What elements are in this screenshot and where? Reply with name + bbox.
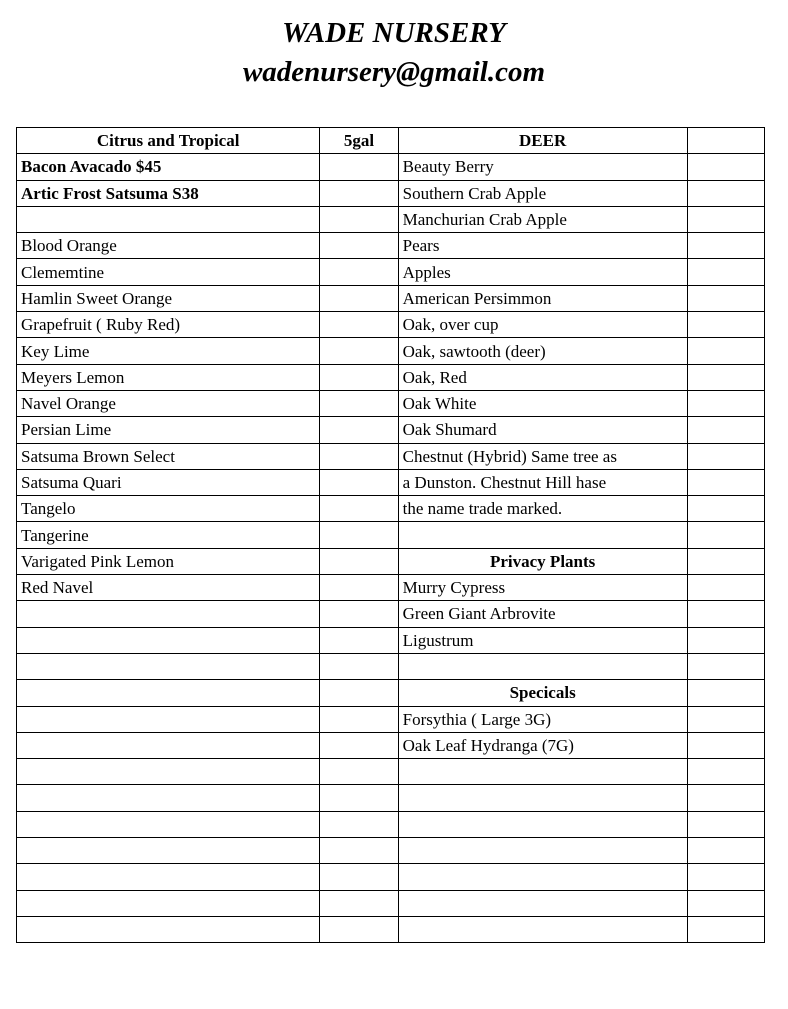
extra-cell — [687, 575, 764, 601]
table-row — [17, 548, 765, 574]
size-cell — [320, 916, 398, 942]
deer-item — [398, 785, 687, 811]
deer-item: Oak, Red — [398, 364, 687, 390]
citrus-item — [17, 706, 320, 732]
extra-cell — [687, 469, 764, 495]
extra-cell — [687, 417, 764, 443]
nursery-title: WADE NURSERY — [282, 17, 506, 49]
table-row — [17, 627, 765, 653]
extra-cell — [687, 364, 764, 390]
size-cell — [320, 154, 398, 180]
extra-cell — [687, 890, 764, 916]
deer-item: Oak White — [398, 390, 687, 416]
deer-item — [398, 759, 687, 785]
deer-item: Oak Leaf Hydranga (7G) — [398, 732, 687, 758]
citrus-item: Satsuma Quari — [17, 469, 320, 495]
table-row — [17, 206, 765, 232]
size-cell — [320, 364, 398, 390]
deer-item: Apples — [398, 259, 687, 285]
header-citrus: Citrus and Tropical — [17, 128, 320, 154]
size-cell — [320, 417, 398, 443]
table-header-row — [17, 128, 765, 154]
extra-cell — [687, 180, 764, 206]
table-row — [17, 680, 765, 706]
citrus-item — [17, 759, 320, 785]
extra-cell — [687, 732, 764, 758]
deer-item: Beauty Berry — [398, 154, 687, 180]
deer-item: American Persimmon — [398, 285, 687, 311]
size-cell — [320, 180, 398, 206]
size-cell — [320, 443, 398, 469]
extra-cell — [687, 680, 764, 706]
size-cell — [320, 496, 398, 522]
table-row — [17, 390, 765, 416]
size-cell — [320, 206, 398, 232]
section-heading: Specicals — [398, 680, 687, 706]
citrus-item: Blood Orange — [17, 233, 320, 259]
citrus-item — [17, 627, 320, 653]
citrus-item — [17, 653, 320, 679]
extra-cell — [687, 785, 764, 811]
citrus-item: Red Navel — [17, 575, 320, 601]
extra-cell — [687, 548, 764, 574]
extra-cell — [687, 706, 764, 732]
size-cell — [320, 285, 398, 311]
extra-cell — [687, 522, 764, 548]
deer-item: Ligustrum — [398, 627, 687, 653]
table-row — [17, 285, 765, 311]
extra-cell — [687, 759, 764, 785]
size-cell — [320, 785, 398, 811]
size-cell — [320, 338, 398, 364]
table-row — [17, 233, 765, 259]
citrus-item — [17, 811, 320, 837]
size-cell — [320, 469, 398, 495]
deer-item: Murry Cypress — [398, 575, 687, 601]
extra-cell — [687, 390, 764, 416]
citrus-item: Varigated Pink Lemon — [17, 548, 320, 574]
price-list-table — [16, 127, 765, 943]
extra-cell — [687, 838, 764, 864]
citrus-item: Grapefruit ( Ruby Red) — [17, 312, 320, 338]
extra-cell — [687, 627, 764, 653]
deer-item — [398, 916, 687, 942]
table-row — [17, 154, 765, 180]
citrus-item — [17, 206, 320, 232]
table-row — [17, 890, 765, 916]
citrus-item: Key Lime — [17, 338, 320, 364]
citrus-item: Satsuma Brown Select — [17, 443, 320, 469]
table-row — [17, 469, 765, 495]
table-row — [17, 443, 765, 469]
size-cell — [320, 890, 398, 916]
citrus-item — [17, 732, 320, 758]
deer-item — [398, 653, 687, 679]
table-row — [17, 601, 765, 627]
deer-item — [398, 890, 687, 916]
citrus-item: Hamlin Sweet Orange — [17, 285, 320, 311]
table-row — [17, 916, 765, 942]
table-row — [17, 706, 765, 732]
table-row — [17, 312, 765, 338]
extra-cell — [687, 601, 764, 627]
size-cell — [320, 759, 398, 785]
citrus-item — [17, 916, 320, 942]
table-row — [17, 575, 765, 601]
size-cell — [320, 601, 398, 627]
extra-cell — [687, 154, 764, 180]
table-row — [17, 838, 765, 864]
citrus-item: Tangerine — [17, 522, 320, 548]
header-size: 5gal — [320, 128, 398, 154]
deer-item: Southern Crab Apple — [398, 180, 687, 206]
section-heading: Privacy Plants — [398, 548, 687, 574]
table-row — [17, 338, 765, 364]
extra-cell — [687, 916, 764, 942]
citrus-item — [17, 601, 320, 627]
size-cell — [320, 548, 398, 574]
header-deer: DEER — [398, 128, 687, 154]
extra-cell — [687, 206, 764, 232]
size-cell — [320, 811, 398, 837]
table-row — [17, 259, 765, 285]
price-list-body — [17, 128, 765, 943]
citrus-item: Navel Orange — [17, 390, 320, 416]
table-row — [17, 759, 765, 785]
deer-item: Oak, sawtooth (deer) — [398, 338, 687, 364]
size-cell — [320, 390, 398, 416]
extra-cell — [687, 811, 764, 837]
table-row — [17, 811, 765, 837]
size-cell — [320, 864, 398, 890]
deer-item — [398, 522, 687, 548]
deer-item — [398, 838, 687, 864]
deer-item: Pears — [398, 233, 687, 259]
deer-item: Oak Shumard — [398, 417, 687, 443]
table-row — [17, 864, 765, 890]
table-row — [17, 522, 765, 548]
citrus-item: Clememtine — [17, 259, 320, 285]
deer-item: a Dunston. Chestnut Hill hase — [398, 469, 687, 495]
extra-cell — [687, 312, 764, 338]
extra-cell — [687, 233, 764, 259]
table-row — [17, 785, 765, 811]
nursery-email: wadenursery@gmail.com — [242, 56, 546, 88]
citrus-item: Persian Lime — [17, 417, 320, 443]
table-row — [17, 732, 765, 758]
size-cell — [320, 838, 398, 864]
deer-item — [398, 811, 687, 837]
deer-item: Oak, over cup — [398, 312, 687, 338]
extra-cell — [687, 443, 764, 469]
extra-cell — [687, 338, 764, 364]
citrus-item — [17, 680, 320, 706]
size-cell — [320, 259, 398, 285]
size-cell — [320, 653, 398, 679]
deer-item: the name trade marked. — [398, 496, 687, 522]
size-cell — [320, 732, 398, 758]
deer-item — [398, 864, 687, 890]
citrus-item: Bacon Avacado $45 — [17, 154, 320, 180]
extra-cell — [687, 259, 764, 285]
size-cell — [320, 627, 398, 653]
deer-item: Forsythia ( Large 3G) — [398, 706, 687, 732]
extra-cell — [687, 285, 764, 311]
size-cell — [320, 233, 398, 259]
deer-item: Manchurian Crab Apple — [398, 206, 687, 232]
citrus-item — [17, 838, 320, 864]
table-row — [17, 653, 765, 679]
extra-cell — [687, 653, 764, 679]
header-extra — [687, 128, 764, 154]
citrus-item: Artic Frost Satsuma S38 — [17, 180, 320, 206]
size-cell — [320, 575, 398, 601]
extra-cell — [687, 864, 764, 890]
table-row — [17, 180, 765, 206]
citrus-item — [17, 864, 320, 890]
extra-cell — [687, 496, 764, 522]
table-row — [17, 496, 765, 522]
citrus-item: Tangelo — [17, 496, 320, 522]
deer-item: Chestnut (Hybrid) Same tree as — [398, 443, 687, 469]
size-cell — [320, 680, 398, 706]
citrus-item — [17, 890, 320, 916]
deer-item: Green Giant Arbrovite — [398, 601, 687, 627]
citrus-item — [17, 785, 320, 811]
size-cell — [320, 522, 398, 548]
size-cell — [320, 312, 398, 338]
size-cell — [320, 706, 398, 732]
table-row — [17, 417, 765, 443]
table-row — [17, 364, 765, 390]
citrus-item: Meyers Lemon — [17, 364, 320, 390]
